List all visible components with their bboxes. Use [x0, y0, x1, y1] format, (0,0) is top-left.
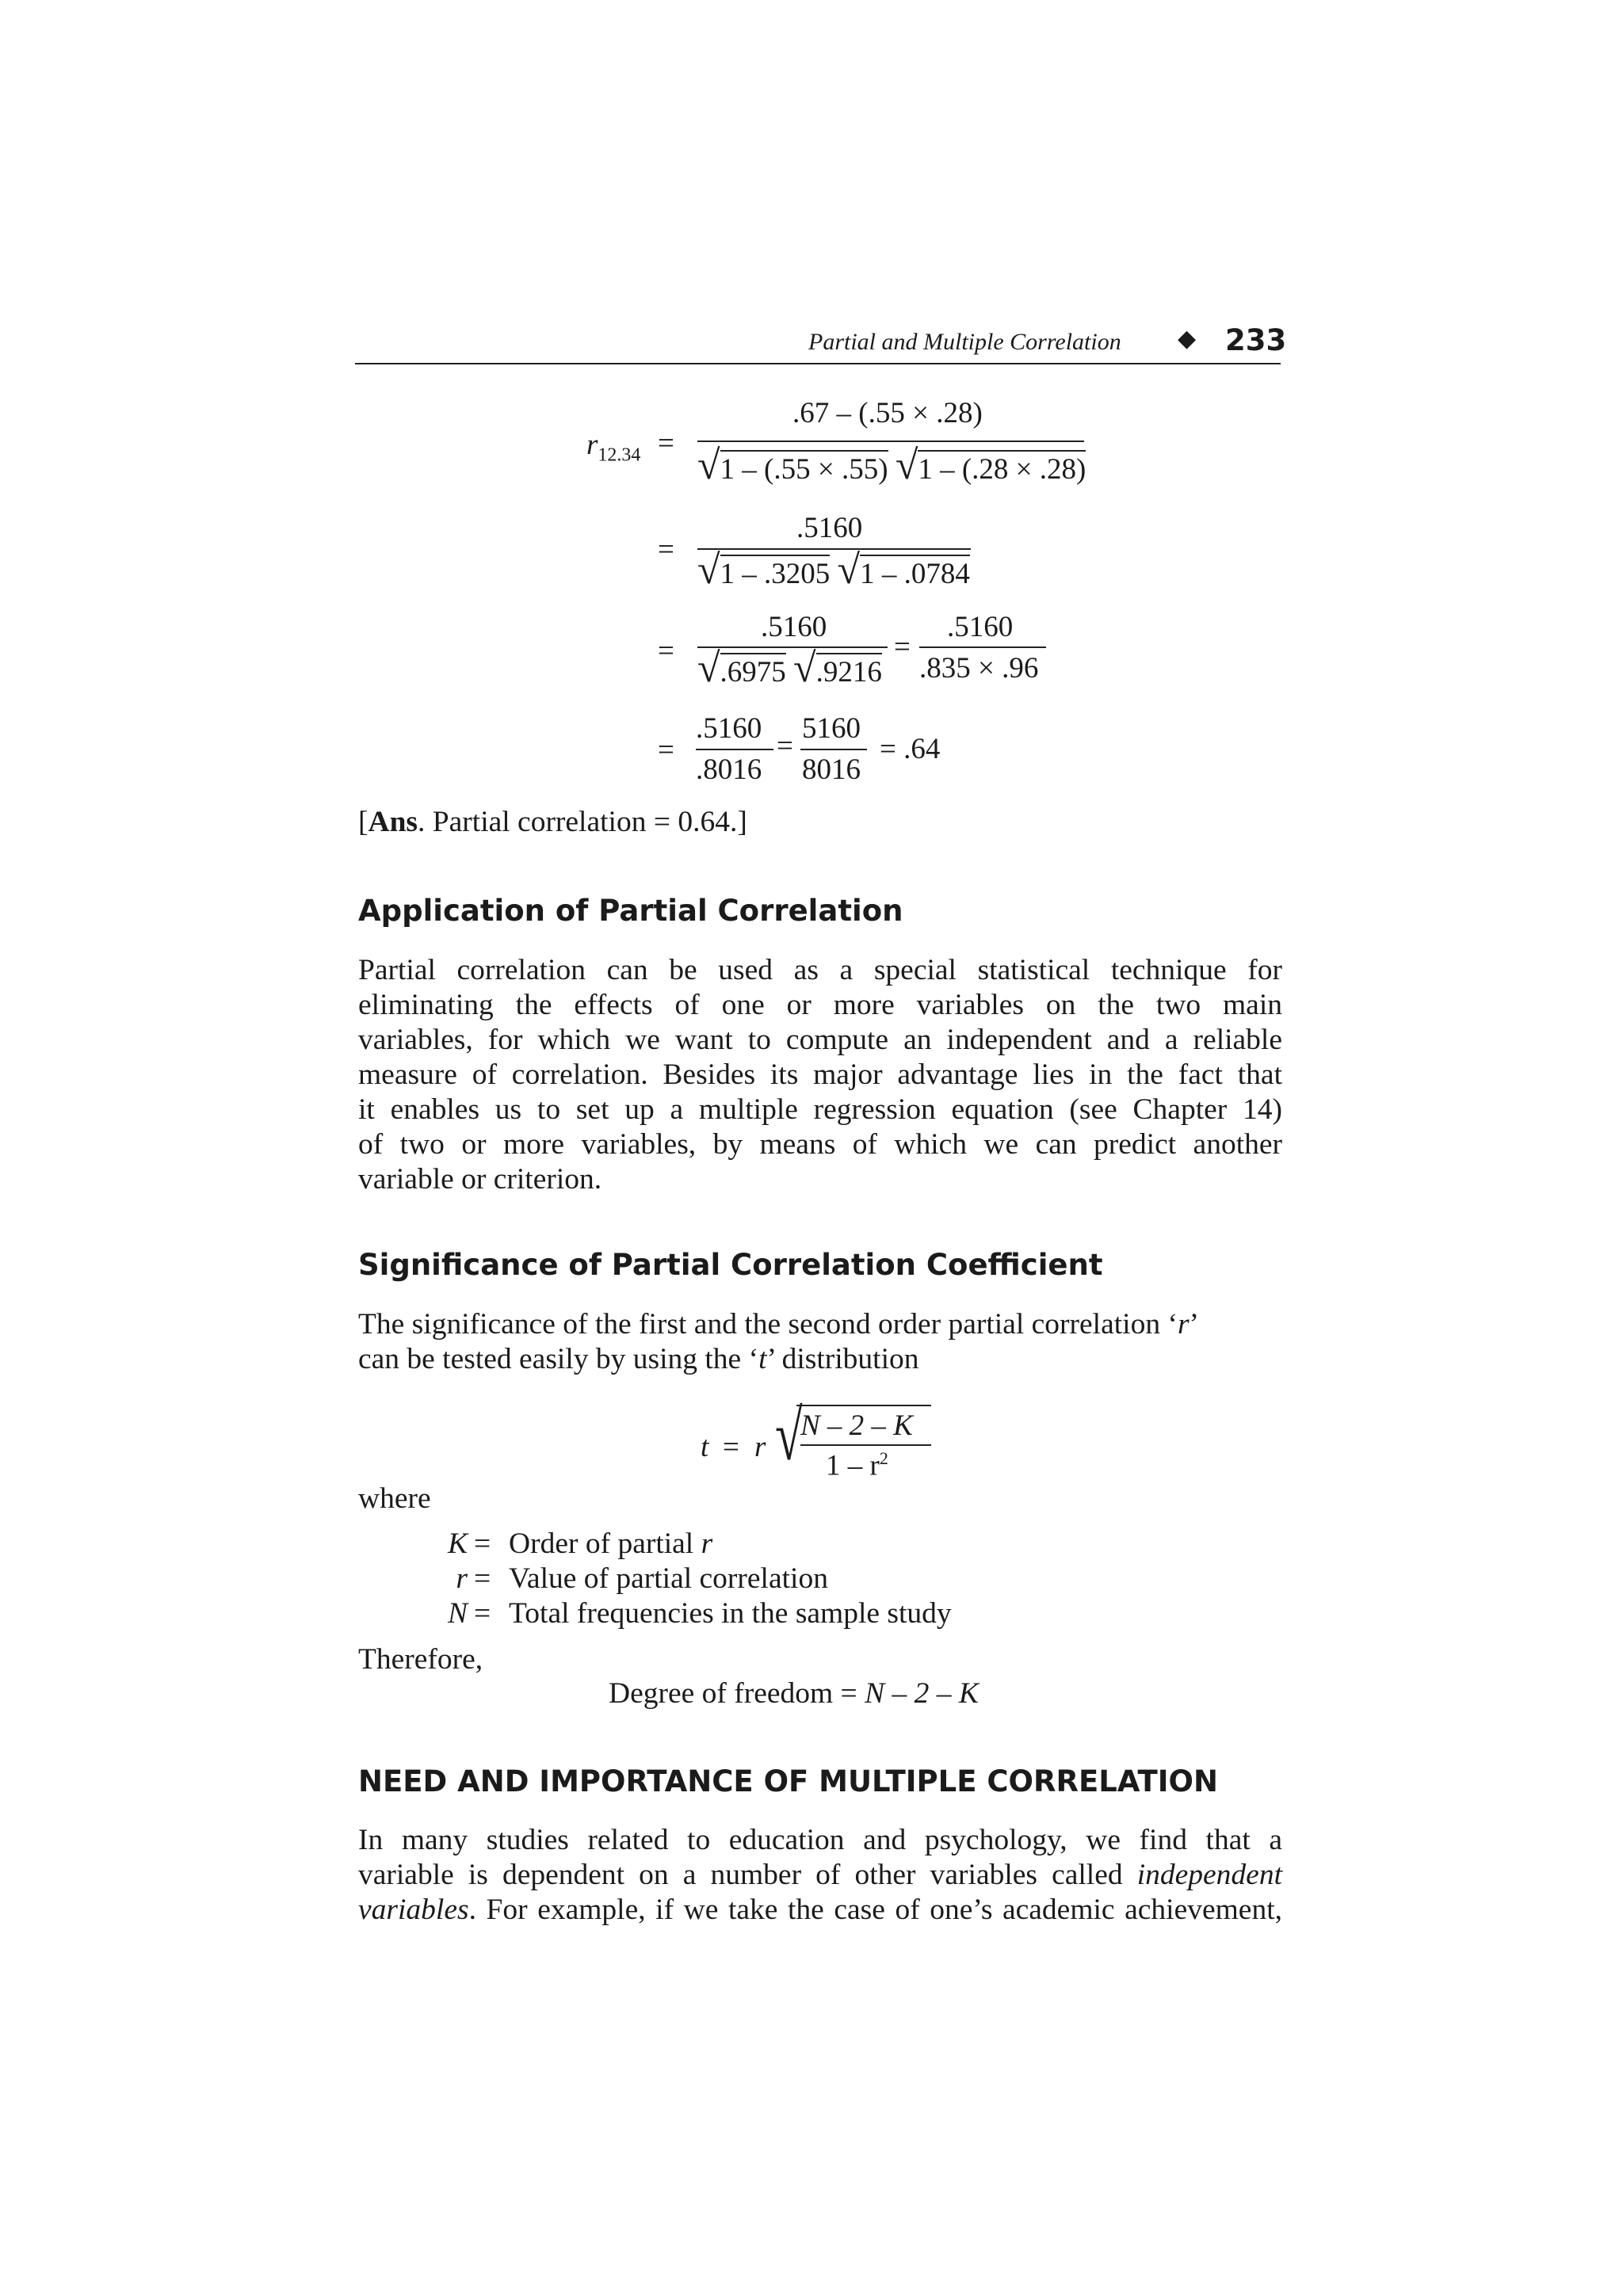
equals-sign: =	[658, 533, 674, 566]
step2-denominator: √1 – .3205 √1 – .0784	[697, 547, 970, 593]
paragraph-line: it enables us to set up a multiple regression equation (see Chapter 14)	[358, 1093, 1282, 1126]
diamond-icon: ◆	[1178, 325, 1197, 353]
formula-fraction-bar	[800, 1444, 931, 1446]
equals-sign: =	[658, 635, 674, 667]
formula-t: t	[701, 1431, 709, 1463]
step4-fraction-bar	[696, 749, 773, 750]
formula-numerator: N – 2 – K	[800, 1409, 913, 1442]
formula-r: r	[754, 1431, 766, 1463]
paragraph-line: variable is dependent on a number of other variables called independent	[358, 1859, 1282, 1891]
paragraph-line: variables, for which we want to compute an independent and a reliable	[358, 1024, 1282, 1056]
running-header-title: Partial and Multiple Correlation	[808, 329, 1121, 355]
step1-denominator: √1 – (.55 × .55) √1 – (.28 × .28)	[697, 443, 1086, 488]
paragraph-line: variable or criterion.	[358, 1163, 602, 1196]
step4-result: = .64	[880, 733, 941, 765]
header-rule	[355, 363, 1281, 364]
equals-sign: =	[777, 730, 793, 762]
step4-numerator-2: 5160	[802, 712, 861, 745]
page-number: 233	[1225, 323, 1287, 357]
equals-sign: =	[658, 427, 674, 460]
step4-denominator-2: 8016	[802, 753, 861, 786]
sqrt-icon: √	[775, 1397, 803, 1475]
section-heading-multiple-correlation: NEED AND IMPORTANCE OF MULTIPLE CORRELATION	[358, 1764, 1218, 1798]
equals-sign: =	[894, 631, 911, 663]
therefore-label: Therefore,	[358, 1643, 483, 1676]
step1-fraction-bar	[697, 441, 1084, 442]
paragraph-line: measure of correlation. Besides its major advantage lies in the fact that	[358, 1058, 1282, 1091]
step2-numerator: .5160	[796, 512, 863, 544]
paragraph-line: In many studies related to education and psychology, we find that a	[358, 1824, 1282, 1856]
sqrt-overline	[796, 1405, 931, 1406]
step3-numerator-2: .5160	[947, 611, 1014, 643]
paragraph-line: The significance of the first and the second order partial correlation ‘r’	[358, 1308, 1200, 1341]
step3-fraction-bar-2	[919, 646, 1046, 648]
lhs-symbol: $r_{12.34}$	[586, 429, 641, 466]
step3-denominator: √.6975 √.9216	[697, 646, 882, 691]
section-heading-application: Application of Partial Correlation	[358, 894, 903, 928]
paragraph-line: of two or more variables, by means of which we can predict another	[358, 1128, 1282, 1161]
step3-denominator-2: .835 × .96	[919, 652, 1039, 685]
paragraph-line: can be tested easily by using the ‘t’ distribution	[358, 1343, 919, 1375]
degree-of-freedom: Degree of freedom = N – 2 – K	[609, 1677, 979, 1710]
formula-denominator: $1 - r^2$	[826, 1448, 888, 1482]
where-label: where	[358, 1482, 431, 1515]
paragraph-line: Partial correlation can be used as a special statistical technique for	[358, 954, 1282, 986]
step4-denominator: .8016	[696, 753, 762, 786]
section-heading-significance: Significance of Partial Correlation Coefficient	[358, 1248, 1103, 1282]
step1-numerator: .67 – (.55 × .28)	[792, 397, 983, 429]
paragraph-line: eliminating the effects of one or more variables on the two main	[358, 989, 1282, 1021]
step4-numerator: .5160	[696, 712, 762, 745]
paragraph-line: variables. For example, if we take the case of one’s academic achievement,	[358, 1894, 1282, 1926]
formula-equals: =	[723, 1431, 739, 1463]
step4-fraction-bar-2	[800, 749, 867, 750]
step3-numerator: .5160	[761, 611, 827, 643]
equals-sign: =	[658, 734, 674, 766]
answer-line: [Ans. Partial correlation = 0.64.]	[358, 806, 747, 838]
